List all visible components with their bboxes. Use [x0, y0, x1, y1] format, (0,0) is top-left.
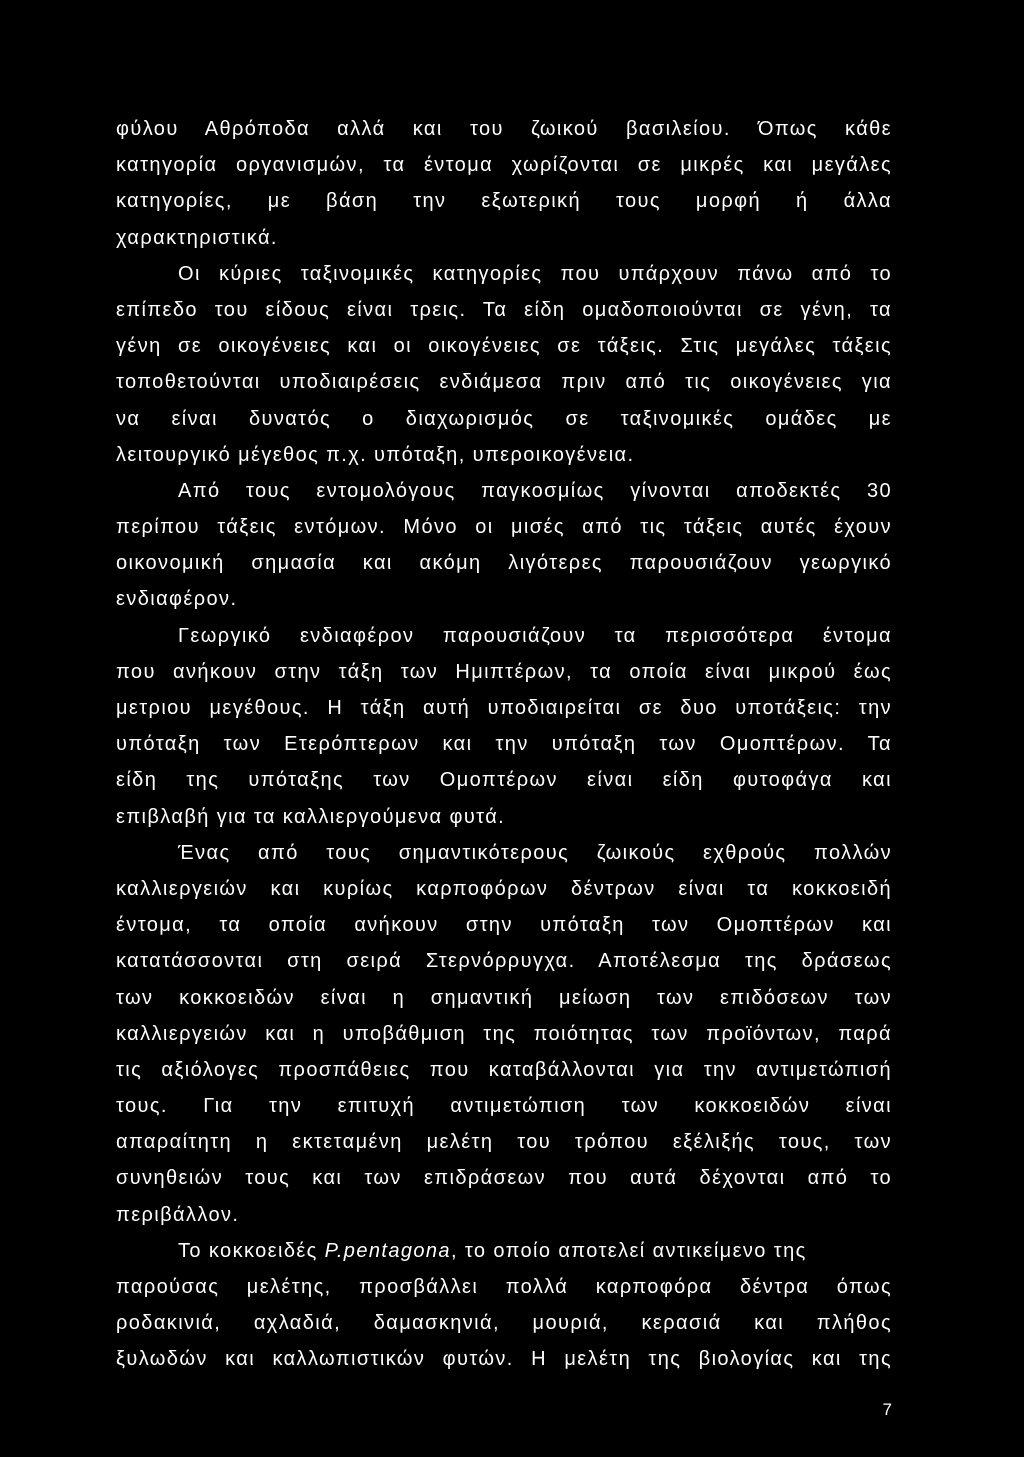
text-line: ενδιαφέρον.	[116, 588, 238, 611]
text-line: οικονομική σημασία και ακόμη λιγότερες παρουσιάζουν γεωργικό	[116, 552, 892, 575]
text-line: χαρακτηριστικά.	[116, 226, 278, 249]
text-line: επιβλαβή για τα καλλιεργούμενα φυτά.	[116, 805, 506, 828]
text-line: επίπεδο του είδους είναι τρεις. Τα είδη ομαδοποιούνται σε γένη, τα	[116, 298, 892, 321]
paragraph-first-line: Γεωργικό ενδιαφέρον παρουσιάζουν τα περισσότερα έντομα	[178, 624, 892, 647]
text-line: κατατάσσονται στη σειρά Στερνόρρυγχα. Αποτέλεσμα της δράσεως	[116, 950, 892, 973]
text-line: τις αξιόλογες προσπάθειες που καταβάλλονται για την αντιμετώπισή	[116, 1058, 892, 1081]
paragraph-first-line: Από τους εντομολόγους παγκοσμίως γίνονται αποδεκτές 30	[178, 479, 892, 502]
text-line: των κοκκοειδών είναι η σημαντική μείωση των επιδόσεων των	[116, 986, 892, 1009]
text-line: ξυλωδών και καλλωπιστικών φυτών. Η μελέτη της βιολογίας και της	[116, 1348, 892, 1371]
text-line: λειτουργικό μέγεθος π.χ. υπόταξη, υπεροικογένεια.	[116, 443, 635, 466]
text-line: φύλου Αθρόποδα αλλά και του ζωικού βασιλείου. Όπως κάθε	[116, 118, 892, 140]
text-line: που ανήκουν στην τάξη των Ημιπτέρων, τα οποία είναι μικρού έως	[116, 660, 892, 683]
text-line: τους. Για την επιτυχή αντιμετώπιση των κοκκοειδών είναι	[116, 1095, 892, 1118]
text-line: να είναι δυνατός ο διαχωρισμός σε ταξινομικές ομάδες με	[116, 407, 892, 430]
text-line: τοποθετούνται υποδιαιρέσεις ενδιάμεσα πριν από τις οικογένειες για	[116, 371, 892, 394]
text-line: μετριου μεγέθους. Η τάξη αυτή υποδιαιρείται σε δυο υποτάξεις: την	[116, 697, 892, 719]
paragraph-first-line	[116, 1233, 892, 1269]
text-line: περιβάλλον.	[116, 1203, 240, 1226]
text-line: γένη σε οικογένειες και οι οικογένειες σε τάξεις. Στις μεγάλες τάξεις	[116, 335, 892, 358]
text-line: ροδακινιά, αχλαδιά, δαμασκηνιά, μουριά, κερασιά και πλήθος	[116, 1312, 892, 1335]
body-text	[116, 111, 892, 1378]
species-name: P.pentagona	[324, 1239, 451, 1262]
text-line: κατηγορίες, με βάση την εξωτερική τους μορφή ή άλλα	[116, 190, 892, 213]
text-line: περίπου τάξεις εντόμων. Μόνο οι μισές από τις τάξεις αυτές έχουν	[116, 516, 892, 539]
paragraph-first-line: Οι κύριες ταξινομικές κατηγορίες που υπάρχουν πάνω από το	[178, 262, 892, 285]
text-line: απαραίτητη η εκτεταμένη μελέτη του τρόπου εξέλιξής τους, των	[116, 1131, 892, 1154]
text-segment: , το οποίο αποτελεί αντικείμενο της	[450, 1239, 807, 1262]
text-line: συνηθειών τους και των επιδράσεων που αυτά δέχονται από το	[116, 1167, 892, 1190]
text-line: κατηγορία οργανισμών, τα έντομα χωρίζονται σε μικρές και μεγάλες	[116, 154, 892, 177]
text-line: υπόταξη των Ετερόπτερων και την υπόταξη των Ομοπτέρων. Τα	[116, 733, 892, 756]
text-line: καλλιεργειών και κυρίως καρποφόρων δέντρων είναι τα κοκκοειδή	[116, 877, 892, 900]
page-number: 7	[882, 1400, 892, 1419]
text-line: καλλιεργειών και η υποβάθμιση της ποιότητας των προϊόντων, παρά	[116, 1022, 892, 1045]
text-line: έντομα, τα οποία ανήκουν στην υπόταξη των Ομοπτέρων και	[116, 914, 892, 937]
paragraph-first-line: Ένας από τους σημαντικότερους ζωικούς εχθρούς πολλών	[178, 841, 892, 864]
text-line: είδη της υπόταξης των Ομοπτέρων είναι είδη φυτοφάγα και	[116, 769, 892, 792]
text-segment: Το κοκκοειδές	[178, 1239, 325, 1262]
text-line: παρούσας μελέτης, προσβάλλει πολλά καρποφόρα δέντρα όπως	[116, 1276, 892, 1298]
